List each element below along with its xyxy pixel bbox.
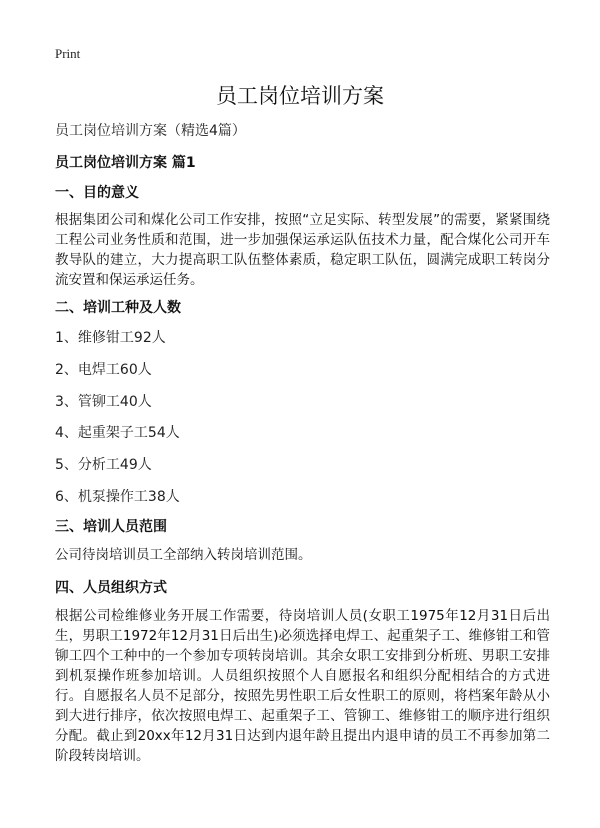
list-item-trade: 1、维修钳工92人	[55, 330, 166, 346]
list-item-trade: 3、管铆工40人	[55, 394, 152, 410]
section-heading-purpose: 一、目的意义	[55, 185, 139, 201]
section-paragraph-purpose: 根据集团公司和煤化公司工作安排，按照“立足实际、转型发展”的需要，紧紧围绕工程公司业务性质和范围，进一步加强保运承运队伍技术力量，配合煤化公司开车教导队的建立，大力提高职工队伍整体素质，稳定职工队伍，圆满完成职工转岗分流安置和保运承运任务。	[55, 212, 550, 288]
section-paragraph-scope: 公司待岗培训员工全部纳入转岗培训范围。	[55, 547, 312, 563]
section-paragraph-organization: 根据公司检维修业务开展工作需要，待岗培训人员(女职工1975年12月31日后出生，男职工1972年12月31日后出生)必须选择电焊工、起重架子工、维修钳工和管铆工四个工种中的一个参加专项转岗培训。其余女职工安排到分析班、男职工安排到机泵操作班参加培训。人员组织按照个人自愿报名和组织分配相结合的方式进行。自愿报名人员不足部分，按照先男性职工后女性职工的原则，将档案年龄从小到大进行排序，依次按照电焊工、起重架子工、管铆工、维修钳工的顺序进行组织分配。截止到20xx年12月31日达到内退年龄且提出内退申请的员工不再参加第二阶段转岗培训。	[55, 608, 550, 764]
list-item-trade: 4、起重架子工54人	[55, 425, 180, 441]
list-item-trade: 6、机泵操作工38人	[55, 489, 180, 505]
section-heading-scope: 三、培训人员范围	[55, 519, 167, 535]
document-title: 员工岗位培训方案	[216, 84, 384, 108]
print-link[interactable]: Print	[55, 46, 81, 61]
list-item-trade: 2、电焊工60人	[55, 362, 152, 378]
section-heading-organization: 四、人员组织方式	[55, 580, 167, 596]
section-heading-trades: 二、培训工种及人数	[55, 300, 181, 316]
list-item-trade: 5、分析工49人	[55, 457, 152, 473]
document-subtitle: 员工岗位培训方案（精选4篇）	[55, 123, 246, 139]
part-heading: 员工岗位培训方案 篇1	[55, 155, 196, 171]
